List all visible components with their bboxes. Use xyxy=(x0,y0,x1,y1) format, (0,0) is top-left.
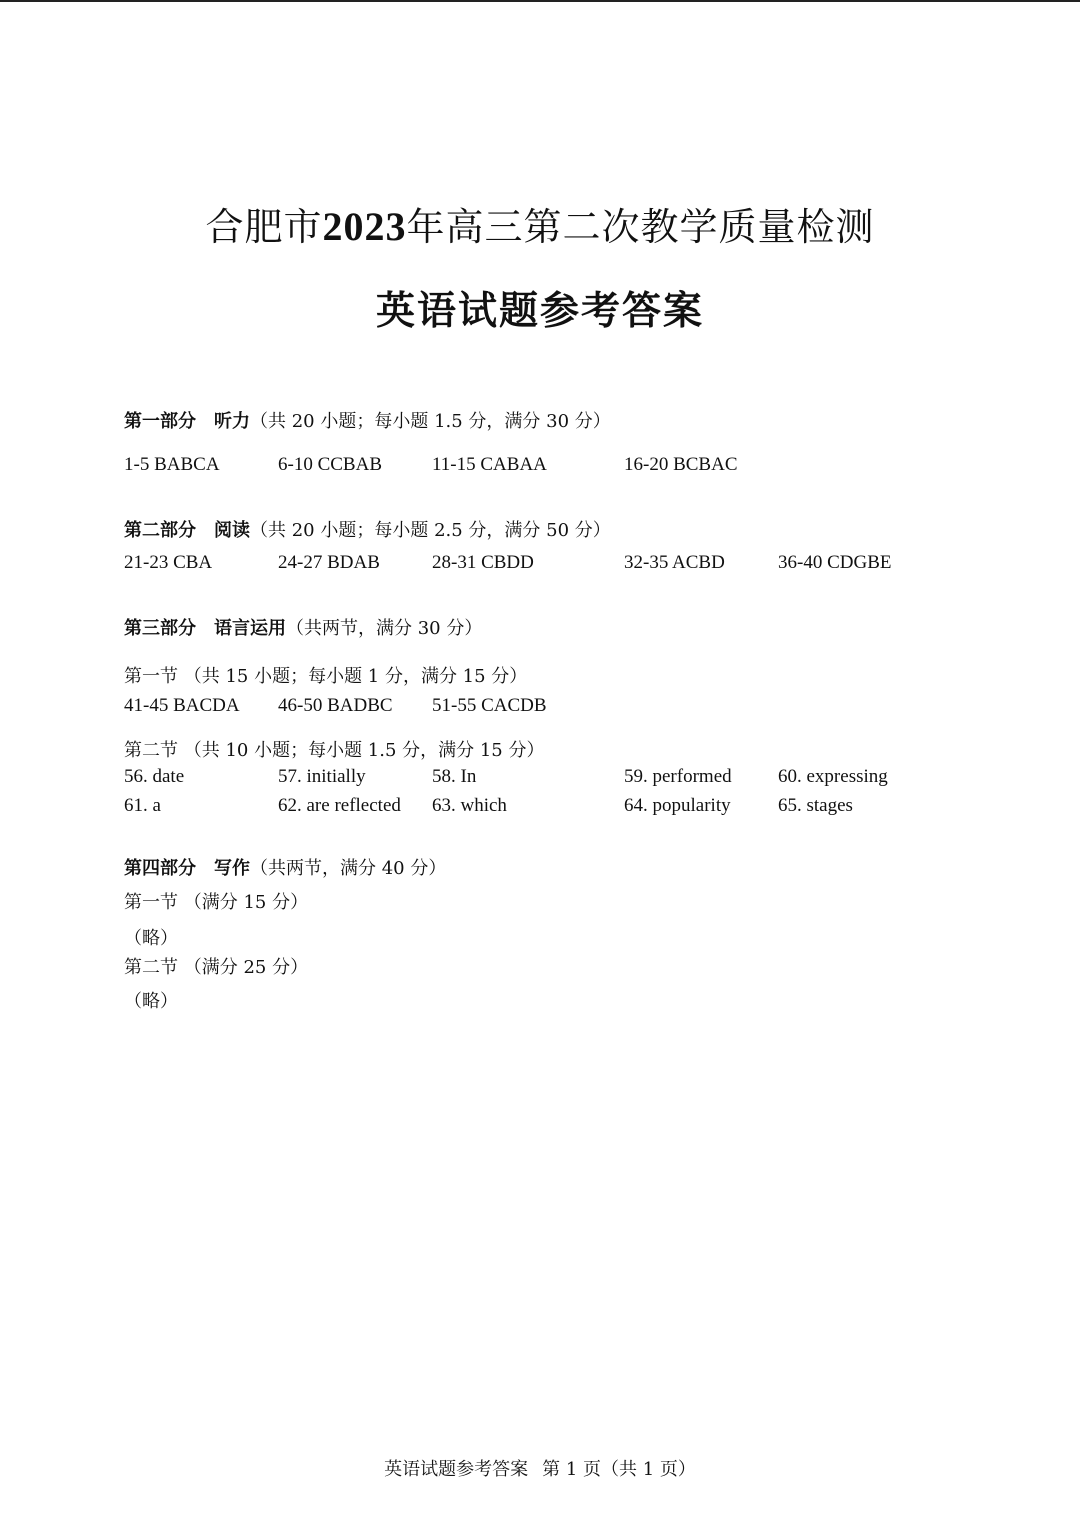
top-border-line xyxy=(0,0,1080,2)
part4-heading: 第四部分 写作（共两节，满分 40 分） xyxy=(124,858,447,879)
answer-group: 41-45 BACDA xyxy=(124,695,240,716)
answer-group: 36-40 CDGBE xyxy=(778,552,892,573)
answer-group: 21-23 CBA xyxy=(124,552,213,573)
answer-item: 59. performed xyxy=(624,766,732,787)
part4-section2-content: （略） xyxy=(124,991,178,1012)
answer-item: 65. stages xyxy=(778,795,853,816)
answer-item: 58. In xyxy=(432,766,477,787)
page-footer: 英语试题参考答案 第 1 页（共 1 页） xyxy=(384,1459,696,1480)
answer-group: 24-27 BDAB xyxy=(278,552,380,573)
part3-heading: 第三部分 语言运用（共两节，满分 30 分） xyxy=(124,618,483,639)
answer-group: 32-35 ACBD xyxy=(624,552,725,573)
answer-item: 63. which xyxy=(432,795,507,816)
answer-item: 60. expressing xyxy=(778,766,888,787)
answer-group: 11-15 CABAA xyxy=(432,454,547,475)
answer-group: 6-10 CCBAB xyxy=(278,454,382,475)
answer-group: 46-50 BADBC xyxy=(278,695,393,716)
document-title: 合肥市2023年高三第二次教学质量检测 xyxy=(205,204,875,249)
answer-item: 56. date xyxy=(124,766,185,787)
document-subtitle: 英语试题参考答案 xyxy=(375,288,704,334)
part2-heading: 第二部分 阅读（共 20 小题；每小题 2.5 分，满分 50 分） xyxy=(124,520,611,541)
part3-section2-heading: 第二节 （共 10 小题；每小题 1.5 分，满分 15 分） xyxy=(124,740,545,761)
part4-section1-content: （略） xyxy=(124,928,178,949)
part4-section2-heading: 第二节 （满分 25 分） xyxy=(124,957,309,978)
answer-item: 64. popularity xyxy=(624,795,731,816)
part4-section1-heading: 第一节 （满分 15 分） xyxy=(124,892,309,913)
answer-group: 51-55 CACDB xyxy=(432,695,547,716)
answer-item: 57. initially xyxy=(278,766,366,787)
answer-group: 28-31 CBDD xyxy=(432,552,534,573)
answer-item: 61. a xyxy=(124,795,161,816)
part1-heading: 第一部分 听力（共 20 小题；每小题 1.5 分，满分 30 分） xyxy=(124,411,611,432)
answer-group: 1-5 BABCA xyxy=(124,454,220,475)
answer-group: 16-20 BCBAC xyxy=(624,454,738,475)
answer-item: 62. are reflected xyxy=(278,795,401,816)
part3-section1-heading: 第一节 （共 15 小题；每小题 1 分，满分 15 分） xyxy=(124,666,528,687)
